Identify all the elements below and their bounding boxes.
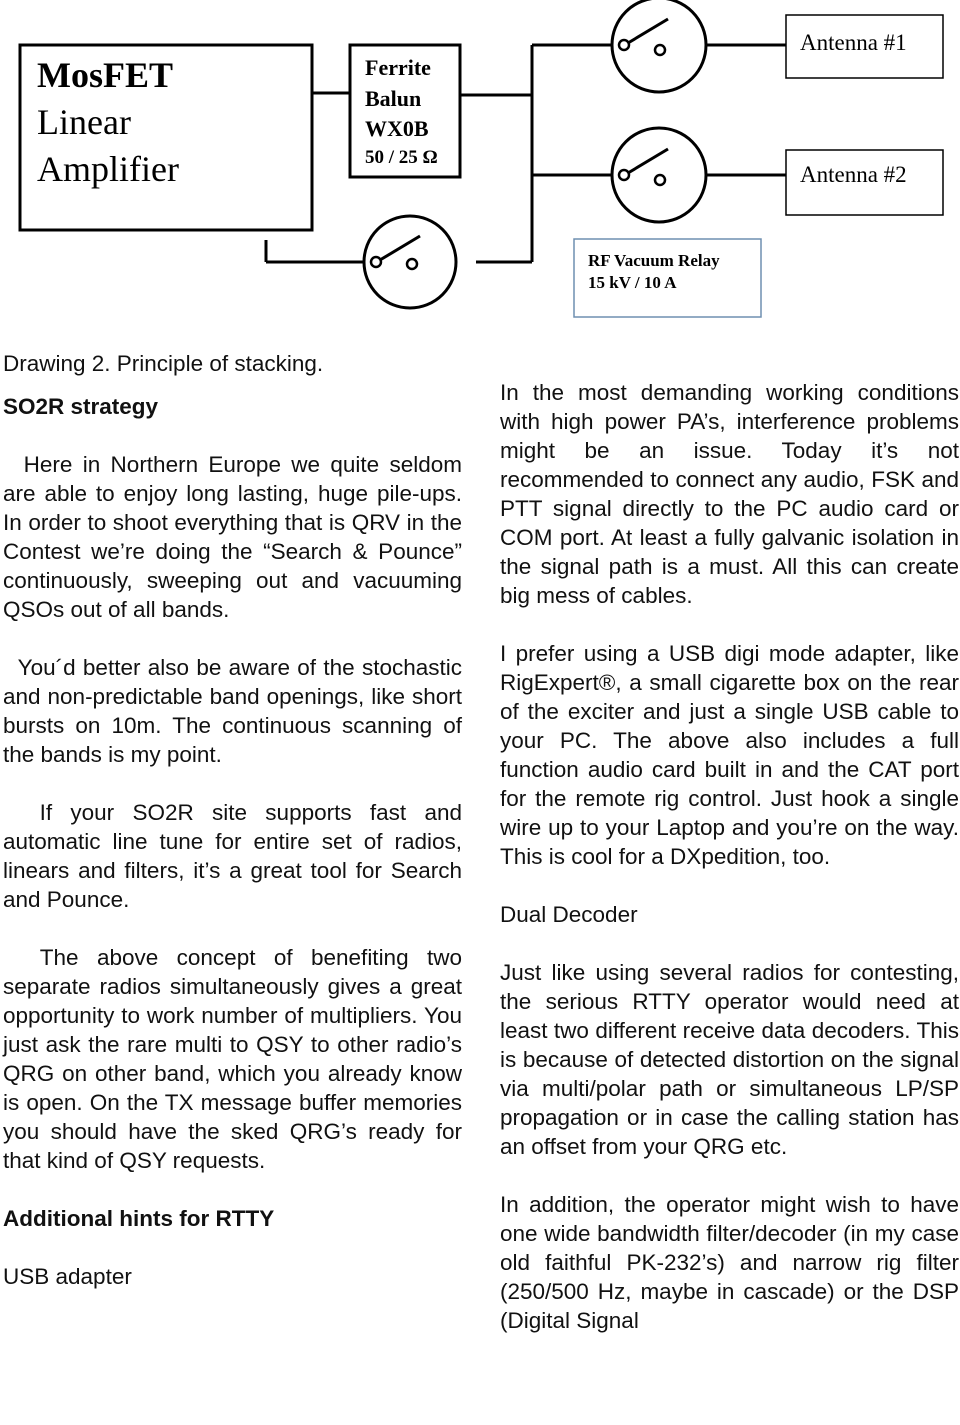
relay-switch-1 [612, 0, 706, 92]
paragraph-interference: In the most demanding working conditions with high power PA’s, interference problems might be an issue. Today it’s not recommended to connect any audio, FSK and PTT signal directly to the PC audio card or COM port. At least a fully galvanic isolation in the signal path is a must. All this can create big mess of cables. [500, 380, 959, 608]
balun-line1: Ferrite [365, 55, 431, 80]
balun-line4: 50 / 25 Ω [365, 147, 438, 168]
stacking-diagram [0, 0, 960, 330]
paragraph-so2r-4: The above concept of benefiting two separate radios simultaneously gives a great opportunity to work number of multipliers. You just ask the rare multi to QSY to other radio’s QRG on other band, which you already know is open. On the TX message buffer memories you should have the sked QRG’s ready for that kind of QSY requests. [3, 945, 469, 1173]
relay-line1: RF Vacuum Relay [588, 251, 720, 270]
antenna-2-block [786, 150, 943, 215]
amplifier-block [20, 45, 312, 230]
balun-line2: Balun [365, 86, 422, 111]
amplifier-line3: Amplifier [37, 149, 179, 189]
balun-block [350, 45, 460, 177]
relay-line2: 15 kV / 10 A [588, 273, 677, 292]
amplifier-line1: MosFET [37, 55, 174, 95]
balun-line3: WX0B [365, 116, 429, 141]
right-column [500, 378, 959, 1335]
paragraph-so2r-2: You´d better also be aware of the stochastic and non-predictable band openings, like short bursts on 10m. The continuous scanning of the bands is my point. [3, 655, 469, 767]
heading-so2r: SO2R strategy [3, 394, 159, 419]
vacuum-relay-label [574, 239, 761, 317]
paragraph-filters: In addition, the operator might wish to have one wide bandwidth filter/decoder (in my case old faithful PK-232’s) and narrow rig filter (250/500 Hz, maybe in cascade) or the DSP (Digital Signal [500, 1192, 959, 1333]
figure-caption: Drawing 2. Principle of stacking. [3, 351, 324, 376]
relay-switch-2 [612, 128, 706, 222]
paragraph-usb-adapter: I prefer using a USB digi mode adapter, like RigExpert®, a small cigarette box on the rear of the exciter and just a single USB cable to your PC. The above also includes a full function audio card built in and the CAT port for the remote rig control. Just hook a single wire up to your Laptop and you’re on the way. This is cool for a DXpedition, too. [500, 641, 959, 869]
wiring [266, 45, 786, 262]
antenna-2-label: Antenna #2 [800, 162, 907, 187]
subheading-usb-adapter: USB adapter [3, 1264, 132, 1289]
heading-dual-decoder: Dual Decoder [500, 902, 638, 927]
heading-rtty-hints: Additional hints for RTTY [3, 1206, 275, 1231]
relay-switch-3 [364, 216, 456, 308]
paragraph-so2r-3: If your SO2R site supports fast and automatic line tune for entire set of radios, linears and filters, it’s a great tool for Search and Pounce. [3, 800, 469, 912]
left-column [3, 349, 469, 1291]
antenna-1-block [786, 15, 943, 78]
amplifier-line2: Linear [37, 102, 131, 142]
antenna-1-label: Antenna #1 [800, 30, 907, 55]
paragraph-decoders: Just like using several radios for contesting, the serious RTTY operator would need at least two different receive data decoders. This is because of detected distortion on the signal via multi/polar path or simultaneous LP/SP propagation or in case the calling station has an offset from your QRG etc. [500, 960, 959, 1159]
paragraph-so2r-1: Here in Northern Europe we quite seldom are able to enjoy long lasting, huge pile-ups. In order to shoot everything that is QRV in the Contest we’re doing the “Search & Pounce” continuously, sweeping out and vacuuming QSOs out of all bands. [3, 452, 469, 622]
